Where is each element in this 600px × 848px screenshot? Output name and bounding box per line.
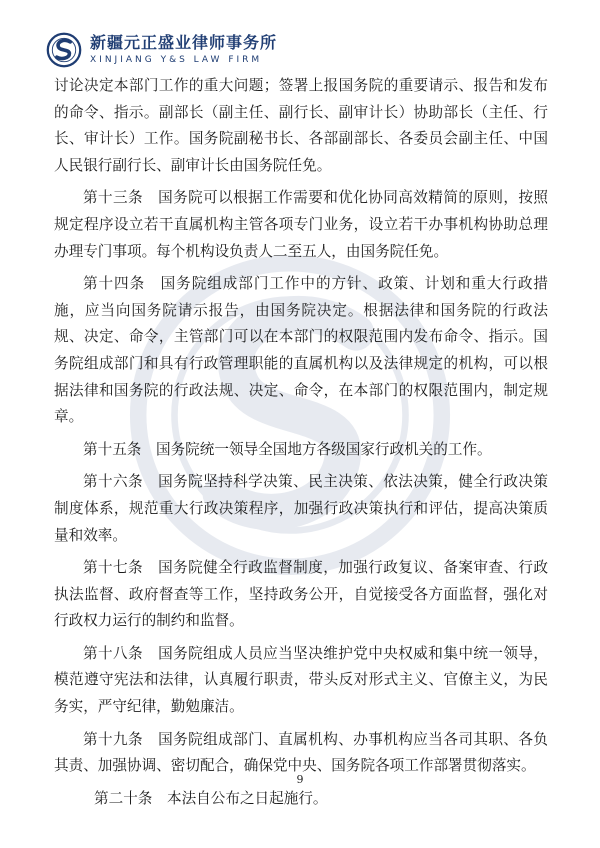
article-19: 第十九条 国务院组成部门、直属机构、办事机构应当各司其职、各负其责、加强协调、密切配合，确保党中央、国务院各项工作部署贯彻落实。 (54, 730, 548, 775)
page-header (46, 30, 277, 70)
document-body (54, 73, 548, 818)
article-15: 第十五条 国务院统一领导全国地方各级国家行政机关的工作。 (83, 440, 492, 458)
paragraph-continuation: 讨论决定本部门工作的重大问题；签署上报国务院的重要请示、报告和发布的命令、指示。副部长（副主任、副行长、副审计长）协助部长（主任、行长、审计长）工作。国务院副秘书长、各部副部长、各委员会副主任、中国人民银行副行长、副审计长由国务院任免。 (54, 77, 548, 174)
article-16: 第十六条 国务院坚持科学决策、民主决策、依法决策，健全行政决策制度体系，规范重大行政决策程序，加强行政决策执行和评估，提高决策质量和效率。 (54, 473, 548, 544)
firm-name-en: XINJIANG Y&S LAW FIRM (90, 55, 263, 65)
firm-name-block (90, 34, 277, 66)
page-number: 9 (296, 773, 304, 786)
article-18: 第十八条 国务院组成人员应当坚决维护党中央权威和集中统一领导，模范遵守宪法和法律，认真履行职责，带头反对形式主义、官僚主义，为民务实，严守纪律，勤勉廉洁。 (54, 644, 548, 716)
article-17: 第十七条 国务院健全行政监督制度，加强行政复议、备案审查、行政执法监督、政府督查等工作，坚持政务公开，自觉接受各方面监督，强化对行政权力运行的制约和监督。 (54, 559, 548, 630)
firm-logo-icon (46, 32, 82, 68)
article-13: 第十三条 国务院可以根据工作需要和优化协同高效精简的原则，按照规定程序设立若干直属机构主管各项专门业务，设立若干办事机构协助总理办理专门事项。每个机构设负责人二至五人，由国务院任免。 (54, 189, 548, 260)
firm-name-cn: 新疆元正盛业律师事务所 (90, 33, 278, 52)
article-20: 第二十条 本法自公布之日起施行。 (94, 789, 328, 807)
article-14: 第十四条 国务院组成部门工作中的方针、政策、计划和重大行政措施，应当向国务院请示报告，由国务院决定。根据法律和国务院的行政法规、决定、命令，主管部门可以在本部门的权限范围内发布命令、指示。国务院组成部门和具有行政管理职能的直属机构以及法律规定的机构，可以根据法律和国务院的行政法规、决定、命令，在本部门的权限范围内，制定规章。 (54, 275, 548, 426)
